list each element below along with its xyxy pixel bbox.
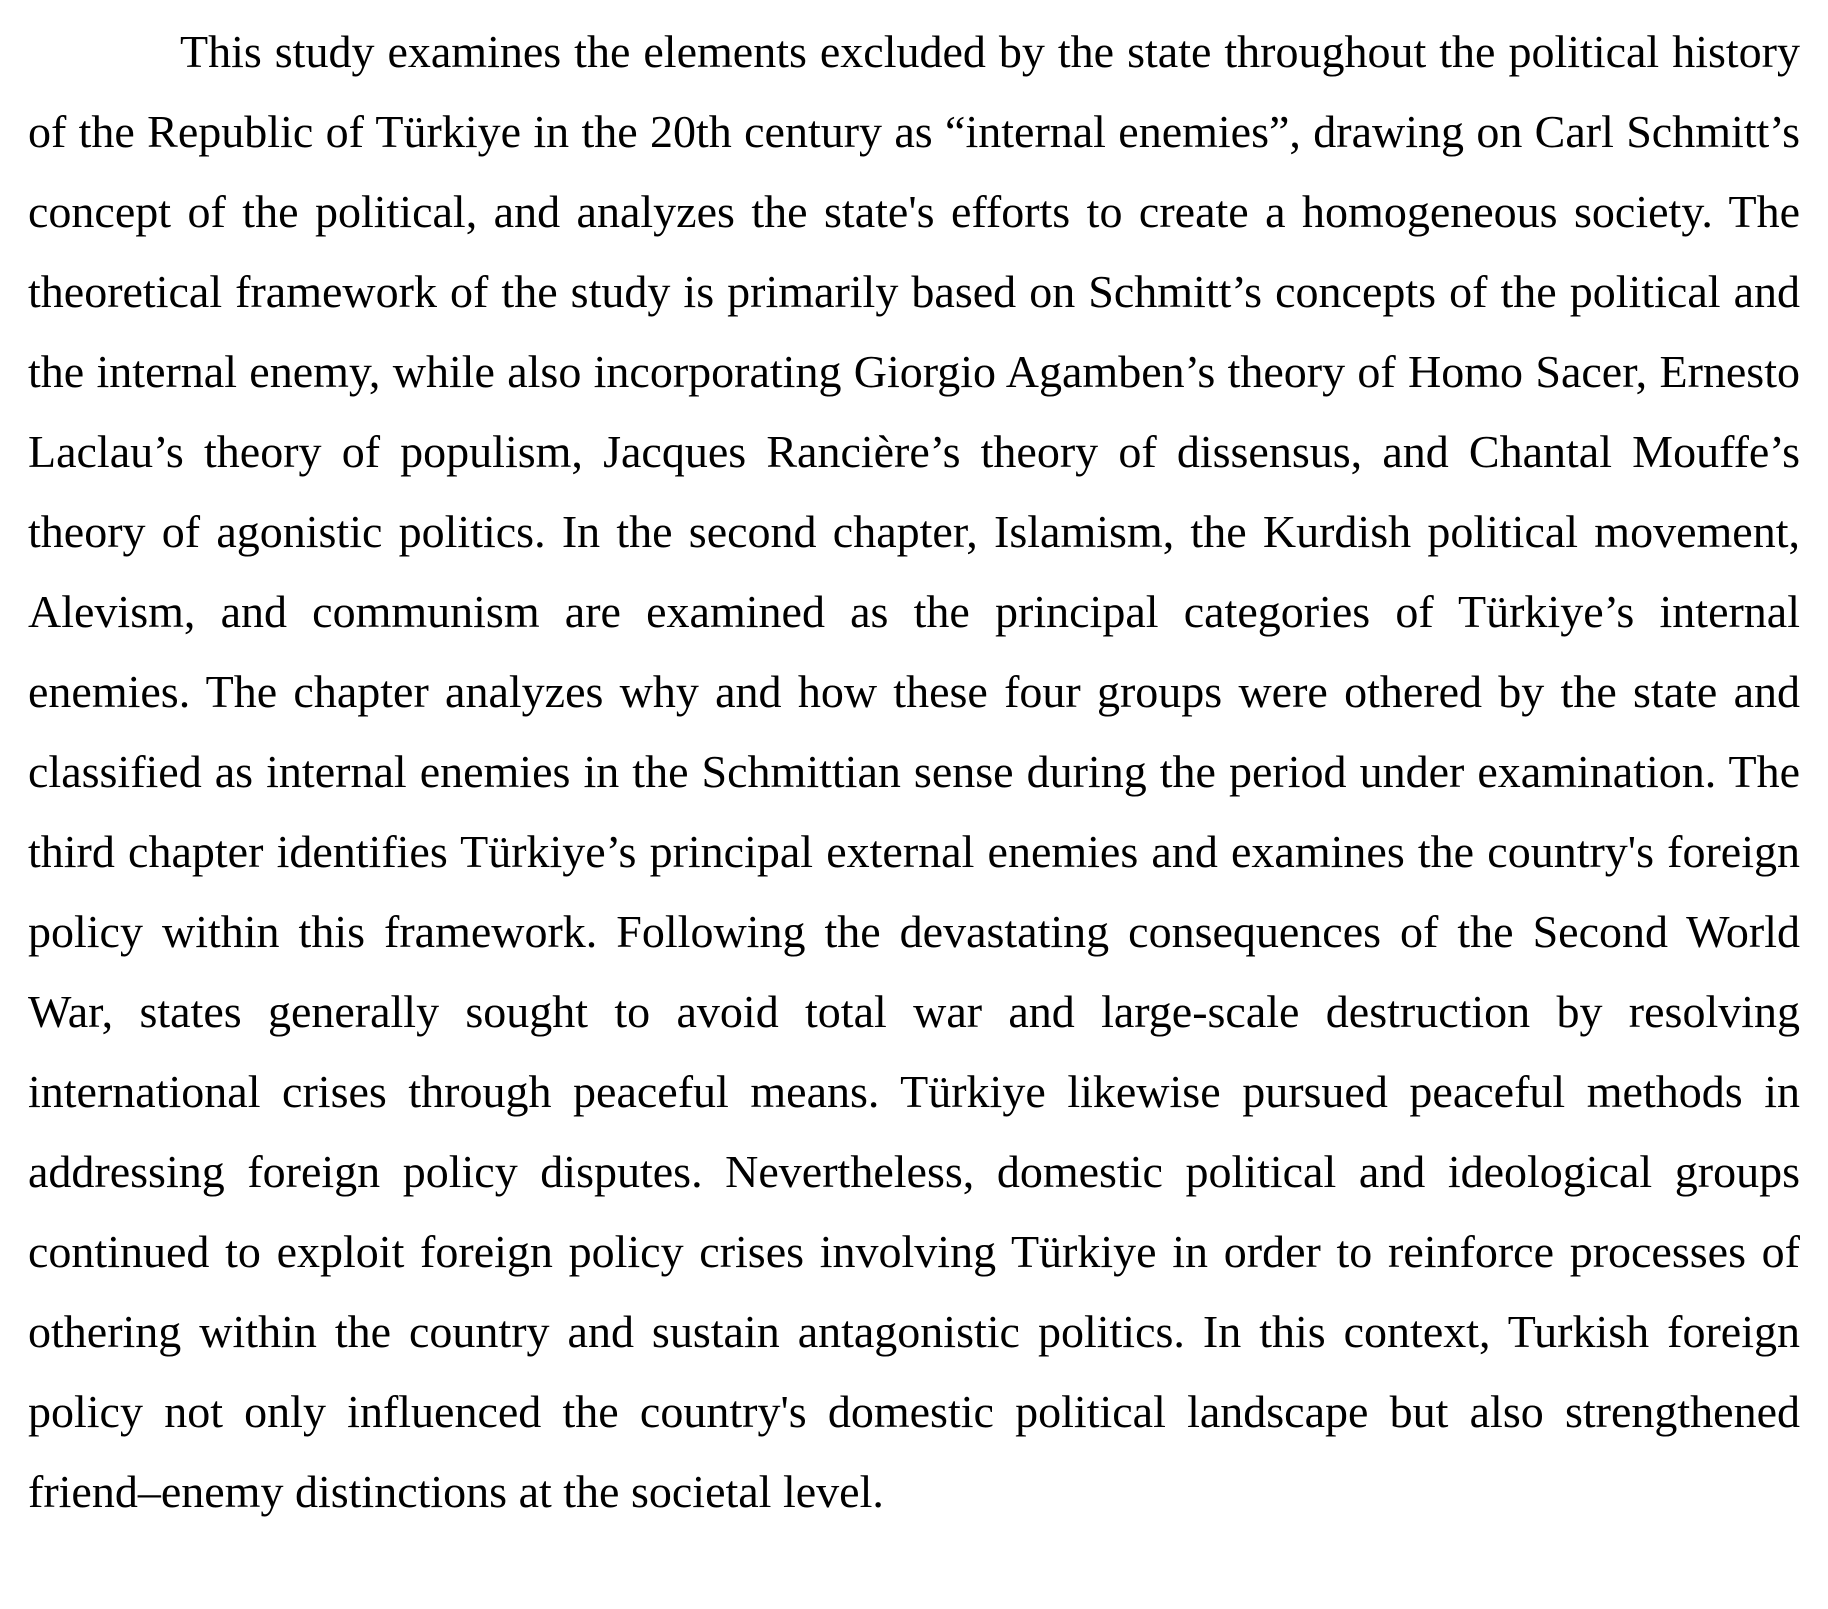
body-paragraph: This study examines the elements excluded by the state throughout the political history of the Republic of Türkiye in the 20th century as “internal enemies”, drawing on Carl Schmitt’s concept of the political, and analyzes the state's efforts to create a homogeneous society. The theoretical framework of the study is primarily based on Schmitt’s concepts of the political and the internal enemy, while also incorporating Giorgio Agamben’s theory of Homo Sacer, Ernesto Laclau’s theory of populism, Jacques Rancière’s theory of dissensus, and Chantal Mouffe’s theory of agonistic politics. In the second chapter, Islamism, the Kurdish political movement, Alevism, and communism are examined as the principal categories of Türkiye’s internal enemies. The chapter analyzes why and how these four groups were othered by the state and classified as internal enemies in the Schmittian sense during the period under examination. The third chapter identifies Türkiye’s principal external enemies and examines the country's foreign policy within this framework. Following the devastating consequences of the Second World War, states generally sought to avoid total war and large-scale destruction by resolving international crises through peaceful means. Türkiye likewise pursued peaceful methods in addressing foreign policy disputes. Nevertheless, domestic political and ideological groups continued to exploit foreign policy crises involving Türkiye in order to reinforce processes of othering within the country and sustain antagonistic politics. In this context, Turkish foreign policy not only influenced the country's domestic political landscape but also strengthened friend–enemy distinctions at the societal level. xyxy=(28,26,1800,1517)
